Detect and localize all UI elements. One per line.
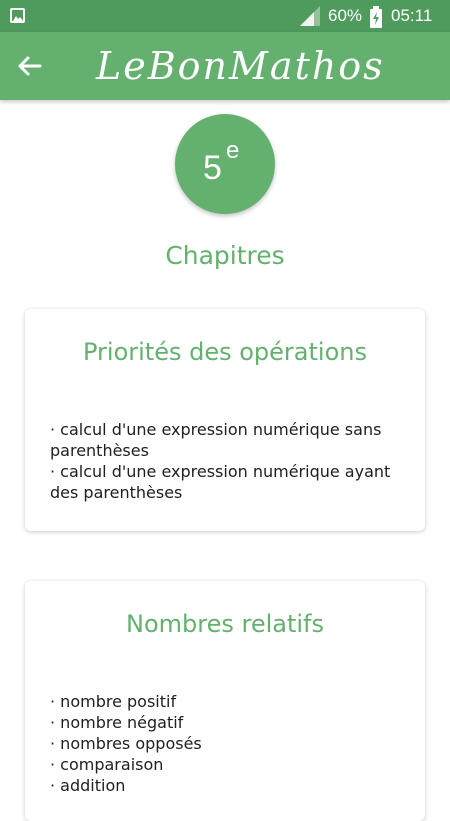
app-bar bbox=[0, 32, 450, 100]
arrow-left-icon bbox=[14, 50, 46, 82]
level-suffix: e bbox=[226, 137, 240, 164]
chapter-title: Priorités des opérations bbox=[83, 338, 367, 366]
signal-icon bbox=[300, 6, 320, 31]
clock: 05:11 bbox=[391, 6, 433, 25]
battery-level: 60% bbox=[328, 6, 363, 25]
chapter-item: · nombres opposés bbox=[50, 734, 202, 753]
chapter-card[interactable] bbox=[25, 309, 425, 531]
app-title: LeBonMathos bbox=[96, 44, 385, 88]
level-number: 5 bbox=[203, 149, 222, 187]
chapter-item: · calcul d'une expression numérique sans parenthèses bbox=[50, 420, 382, 460]
chapter-item: · comparaison bbox=[50, 755, 164, 774]
battery-charging-icon bbox=[369, 6, 383, 33]
chapter-item: · calcul d'une expression numérique ayant des parenthèses bbox=[50, 462, 391, 502]
chapter-title: Nombres relatifs bbox=[126, 610, 324, 638]
chapter-item: · nombre négatif bbox=[50, 713, 184, 732]
gallery-icon bbox=[10, 8, 25, 23]
chapter-item-list bbox=[50, 419, 410, 503]
back-button[interactable] bbox=[14, 50, 46, 82]
status-bar bbox=[0, 0, 450, 32]
section-title: Chapitres bbox=[165, 241, 285, 270]
level-badge bbox=[175, 114, 275, 214]
chapter-item-list bbox=[50, 691, 410, 796]
chapter-item: · nombre positif bbox=[50, 692, 177, 711]
chapter-card[interactable] bbox=[25, 581, 425, 821]
chapter-item: · addition bbox=[50, 776, 126, 795]
